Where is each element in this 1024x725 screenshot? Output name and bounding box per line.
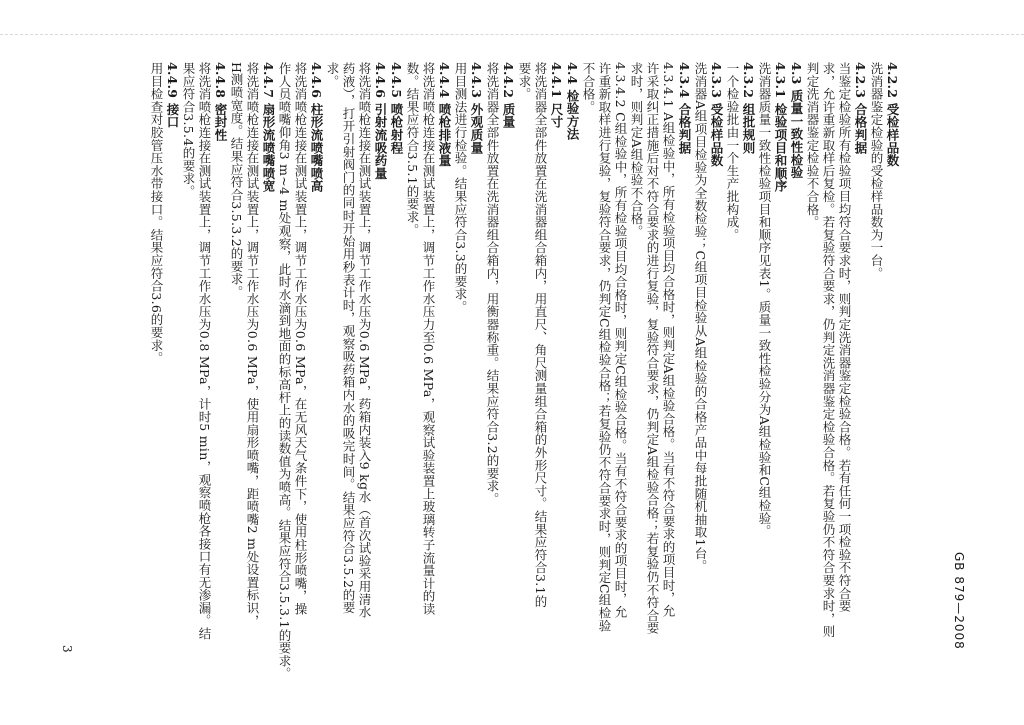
section-heading: 4.4 检验方法 — [565, 62, 580, 141]
text-line: 一个检验批由一个生产批构成。 — [725, 62, 740, 242]
text-line: 许采取纠正措施后对不符合要求的进行复验，复验符合要求，仍判定A组检验合格；若复验仍不符合要 — [645, 62, 660, 635]
text-line: 用目测法进行检验。结果应符合3.3的要求。 — [453, 62, 468, 314]
text-line: 将洗消喷枪连接在测试装置上，调节工作水压为0.6 MPa，在无风天气条件下，使用柱形喷嘴，操 — [293, 62, 308, 616]
section-heading: 4.4.2 质量 — [501, 62, 516, 129]
section-heading: 4.4.6 柱形流喷嘴喷高 — [309, 62, 324, 193]
text-line: 用目检查对胶管压水带接口。结果应符合3.6的要求。 — [149, 62, 164, 365]
text-line: 将洗消喷枪连接在测试装置上，调节工作水压为0.8 MPa，计时5 min，观察喷枪各接口有无渗漏。结 — [197, 62, 212, 640]
text-line: 洗消器质量一致性检验项目和顺序见表1。质量一致性检验分为A组检验和C组检验。 — [757, 62, 772, 538]
text-line: 洗消器A组项目检验为全数检验；C组项目检验从A组检验的合格产品中每批随机抽取1台。 — [693, 62, 708, 573]
text-line: 许重新取样进行复验，复验符合要求，仍判定C组检验合格；若复验仍不符合要求时，则判定C组检验 — [597, 62, 612, 633]
text-line: 将洗消喷枪连接在测试装置上，调节工作水压为0.6 MPa，使用扇形喷嘴，距喷嘴2 m处设置标识， — [245, 62, 260, 628]
text-line: 洗消器鉴定检验的受检样品数为一台。 — [869, 62, 884, 280]
section-heading: 4.4.5 喷枪射程 — [389, 62, 404, 155]
section-heading: 4.4.1 尺寸 — [549, 62, 564, 129]
text-line: 当鉴定检验所有检验项目均符合要求时，则判定洗消器鉴定检验合格。若有任何一项检验不符合要 — [837, 62, 852, 613]
text-line: 将洗消器全部件放置在洗消器组合箱内，用衡器称重。结果应符合3.2的要求。 — [485, 62, 500, 506]
section-heading: 4.4.6 引射流吸药量 — [373, 62, 388, 180]
section-heading: 4.3.1 检验项目和顺序 — [773, 62, 788, 193]
text-line: 将洗消喷枪连接在测试装置上，调节工作水压为0.6 MPa，药箱内装入9 kg水（首次试验采用清水 — [357, 62, 372, 619]
text-line: 果应符合3.5.4的要求。 — [181, 62, 196, 198]
text-line: H测喷宽度。结果应符合3.5.3.2的要求。 — [229, 62, 244, 299]
text-line: 将洗消器全部件放置在洗消器组合箱内，用直尺、角尺测量组合箱的外形尺寸。结果应符合3.1的 — [533, 62, 548, 608]
text-line: 不合格。 — [581, 62, 596, 114]
text-line: 求时，则判定A组检验不合格。 — [629, 62, 644, 238]
section-heading: 4.4.9 接口 — [165, 62, 180, 129]
section-heading: 4.2.2 受检样品数 — [885, 62, 900, 167]
text-line: 4.3.4.1 A组检验中，所有检验项目均合格时，则判定A组检验合格。当有不符合要求的项目时，允 — [661, 62, 676, 618]
text-line: 数。结果应符合3.5.1的要求。 — [405, 62, 420, 237]
text-line: 作人员喷嘴仰角3 m~4 m处观察，此时水滴到地面的标高杆上的读数值为喷高。结果应符合3.5.3.1的要求。 — [277, 62, 292, 680]
text-line: 求，允许重新取样后复检。若复验符合要求，仍判定洗消器鉴定检验合格。若复验仍不符合要求时，则 — [821, 62, 836, 638]
section-heading: 4.4.7 扇形流喷嘴喷宽 — [261, 62, 276, 193]
section-heading: 4.3.3 受检样品数 — [709, 62, 724, 167]
text-line: 判定洗消器鉴定检验不合格。 — [805, 62, 820, 229]
section-heading: 4.4.8 密封性 — [213, 62, 228, 142]
standard-code: GB 879—2008 — [952, 552, 966, 650]
section-heading: 4.3.4 合格判据 — [677, 62, 692, 155]
section-heading: 4.2.3 合格判据 — [853, 62, 868, 155]
text-line: 4.3.4.2 C组检验中，所有检验项目均合格时，则判定C组检验合格。当有不符合要求的项目时，允 — [613, 62, 628, 619]
text-line: 要求。 — [517, 62, 532, 101]
scan-edge-line — [0, 34, 1024, 35]
section-heading: 4.3.2 组批规则 — [741, 62, 756, 155]
section-heading: 4.4.4 喷枪排液量 — [437, 62, 452, 167]
section-heading: 4.4.3 外观质量 — [469, 62, 484, 155]
page-number: 3 — [60, 645, 74, 653]
section-heading: 4.3 质量一致性检验 — [789, 62, 804, 179]
text-line: 求。 — [325, 62, 340, 88]
text-line: 药液），打开引射阀门的同时开始用秒表计时，观察吸药箱内水的吸完时间。结果应符合3.5.2的要 — [341, 62, 356, 614]
text-line: 将洗消喷枪连接在测试装置上，调节工作水压力至0.6 MPa，观察试验装置上玻璃转子流量计的读 — [421, 62, 436, 616]
